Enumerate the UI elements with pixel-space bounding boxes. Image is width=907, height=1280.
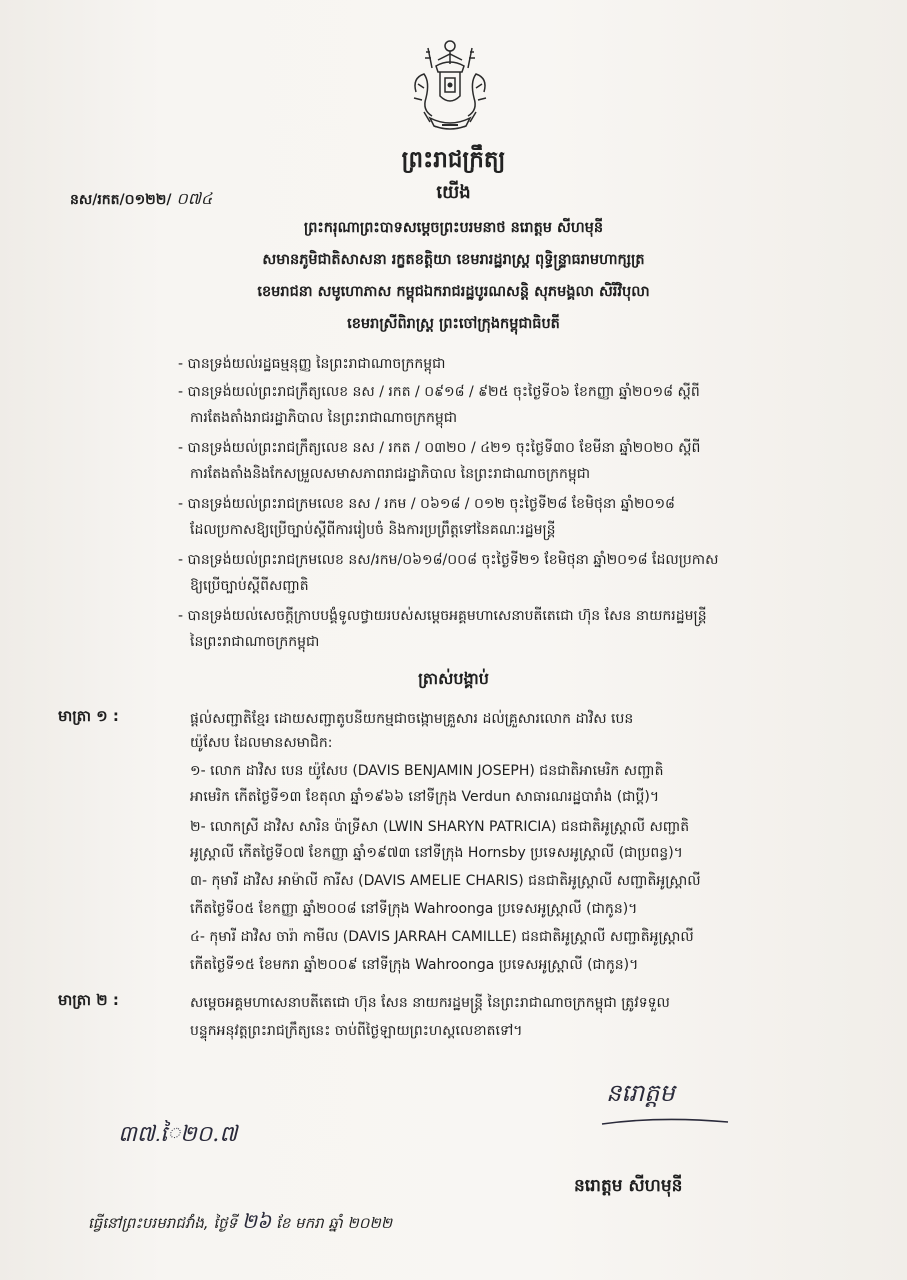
signatory-name: នរោត្តម សីហមុនី <box>574 1176 683 1196</box>
visa-line: - បានទ្រង់យល់សេចក្តីក្រាបបង្គំទូលថ្វាយរបស់សម្តេចអគ្គមហាសេនាបតីតេជោ ហ៊ុន សែន នាយករដ្ឋមន្ត្រី <box>178 608 707 624</box>
visa-line: នៃព្រះរាជាណាចក្រកម្ពុជា <box>190 634 320 650</box>
article-line: យ៉ូសែប ដែលមានសមាជិក: <box>190 735 333 751</box>
reference-printed: នស/រកត/០១២២/ <box>70 192 172 208</box>
visa-line: - បានទ្រង់យល់រដ្ឋធម្មនុញ្ញ នៃព្រះរាជាណាចក្រកម្ពុជា <box>178 356 446 372</box>
we-heading: យើង <box>436 182 471 203</box>
visa-line: - បានទ្រង់យល់ព្រះរាជក្រមលេខ នស / រកម / ០៦១៨ / ០១២ ចុះថ្ងៃទី២៨ ខែមិថុនា ឆ្នាំ២០១៨ <box>178 496 675 512</box>
king-title-line-3: ខេមរាជនា សមូហោភាស កម្ពុជឯករាជរដ្ឋបូរណសន្តិ សុភមង្គលា សិរីវិបុលា <box>257 284 650 300</box>
article-line: អូស្ត្រាលី កើតថ្ងៃទី០៧ ខែកញ្ញា ឆ្នាំ១៩៧៣ នៅទីក្រុង Hornsby ប្រទេសអូស្ត្រាលី (ជាប្រពន្ធ)។ <box>190 845 683 861</box>
article-1-body <box>190 707 701 977</box>
done-at-line <box>88 1208 392 1238</box>
order-heading: ត្រាស់បង្គាប់ <box>418 669 489 688</box>
decree-reference-number <box>70 188 212 212</box>
article-line: ៤- កុមារី ដាវិស ចារ៉ា កាមីល (DAVIS JARRAH CAMILLE) ជនជាតិអូស្ត្រាលី សញ្ជាតិអូស្ត្រាលី <box>190 929 694 945</box>
article-1-label: មាត្រា ១ : <box>58 707 119 725</box>
article-2-body <box>190 991 670 1043</box>
visa-line: - បានទ្រង់យល់ព្រះរាជក្រឹត្យលេខ នស / រកត / ០៣២០ / ៤២១ ចុះថ្ងៃទី៣០ ខែមីនា ឆ្នាំ២០២០ ស្តីពី <box>178 440 701 456</box>
article-line: ១- លោក ដាវិស បេន យ៉ូសែប (DAVIS BENJAMIN JOSEPH) ជនជាតិអាមេរិក សញ្ជាតិ <box>190 763 664 779</box>
royal-signature <box>606 1078 675 1113</box>
done-at-suffix: ខែ មករា ឆ្នាំ ២០២២ <box>276 1214 393 1232</box>
visa-line: ឱ្យប្រើច្បាប់ស្តីពីសញ្ជាតិ <box>190 578 309 594</box>
visa-line: - បានទ្រង់យល់ព្រះរាជក្រឹត្យលេខ នស / រកត / ០៩១៨ / ៩២៥ ចុះថ្ងៃទី០៦ ខែកញ្ញា ឆ្នាំ២០១៨ ស្តីពី <box>178 384 700 400</box>
king-title-line-1: ព្រះករុណាព្រះបាទសម្តេចព្រះបរមនាថ នរោត្តម សីហមុនី <box>303 220 604 236</box>
signature-underline <box>600 1112 730 1132</box>
article-line: ២- លោកស្រី ដាវិស សារិន ប៉ាទ្រីសា (LWIN SHARYN PATRICIA) ជនជាតិអូស្ត្រាលី សញ្ជាតិ <box>190 819 690 835</box>
reference-handwritten: ០៧៤ <box>176 189 213 208</box>
article-line: ៣- កុមារី ដាវិស អាម៉ាលី ការីស (DAVIS AMELIE CHARIS) ជនជាតិអូស្ត្រាលី សញ្ជាតិអូស្ត្រាលី <box>190 873 701 889</box>
done-at-day: ២៦ <box>241 1209 272 1233</box>
article-line: បន្ទុកអនុវត្តព្រះរាជក្រឹត្យនេះ ចាប់ពីថ្ងៃឡាយព្រះហស្តលេខាតទៅ។ <box>190 1023 523 1039</box>
visa-line: ដែលប្រកាសឱ្យប្រើច្បាប់ស្តីពីការរៀបចំ និងការប្រព្រឹត្តទៅនៃគណៈរដ្ឋមន្ត្រី <box>190 522 556 538</box>
handwritten-date: ៣៧.ៃ២០.៧ <box>118 1122 238 1147</box>
visa-line: ការតែងតាំងរាជរដ្ឋាភិបាល នៃព្រះរាជាណាចក្រកម្ពុជា <box>190 410 458 426</box>
signature-scribble: នរោត្តម <box>606 1079 675 1107</box>
article-line: ផ្តល់សញ្ជាតិខ្មែរ ដោយសញ្ជាតូបនីយកម្មជាចង្កោមគ្រួសារ ដល់គ្រួសារលោក ដាវិស បេន <box>190 711 634 727</box>
article-line: កើតថ្ងៃទី១៥ ខែមករា ឆ្នាំ២០០៩ នៅទីក្រុង Wahroonga ប្រទេសអូស្ត្រាលី (ជាកូន)។ <box>190 957 639 973</box>
article-2-label: មាត្រា ២ : <box>58 991 119 1009</box>
done-at-prefix: ធ្វើនៅព្រះបរមរាជវាំង, ថ្ងៃទី <box>88 1214 238 1232</box>
article-line: សម្តេចអគ្គមហាសេនាបតីតេជោ ហ៊ុន សែន នាយករដ្ឋមន្ត្រី នៃព្រះរាជាណាចក្រកម្ពុជា ត្រូវទទួល <box>190 995 670 1011</box>
article-line: អាមេរិក កើតថ្ងៃទី១៣ ខែតុលា ឆ្នាំ១៩៦៦ នៅទីក្រុង Verdun សាធារណរដ្ឋបារាំង (ជាប្តី)។ <box>190 789 660 805</box>
king-title-line-2: សមានភូមិជាតិសាសនា រក្ខតខត្តិយា ខេមរារដ្ឋរាស្ត្រ ពុទ្ធិន្ទ្រាធរាមហាក្សត្រ <box>262 252 645 268</box>
visa-line: ការតែងតាំងនិងកែសម្រួលសមាសភាពរាជរដ្ឋាភិបាល នៃព្រះរាជាណាចក្រកម្ពុជា <box>190 466 591 482</box>
royal-coat-of-arms-emblem <box>402 38 498 140</box>
king-title-line-4: ខេមរាស្រីពិរាស្ត្រ ព្រះចៅក្រុងកម្ពុជាធិបតី <box>347 316 560 332</box>
article-line: កើតថ្ងៃទី០៥ ខែកញ្ញា ឆ្នាំ២០០៨ នៅទីក្រុង Wahroonga ប្រទេសអូស្ត្រាលី (ជាកូន)។ <box>190 901 638 917</box>
document-title: ព្រះរាជក្រឹត្យ <box>401 147 506 173</box>
visa-line: - បានទ្រង់យល់ព្រះរាជក្រមលេខ នស/រកម/០៦១៨/០០៨ ចុះថ្ងៃទី២១ ខែមិថុនា ឆ្នាំ២០១៨ ដែលប្រកាស <box>178 552 719 568</box>
